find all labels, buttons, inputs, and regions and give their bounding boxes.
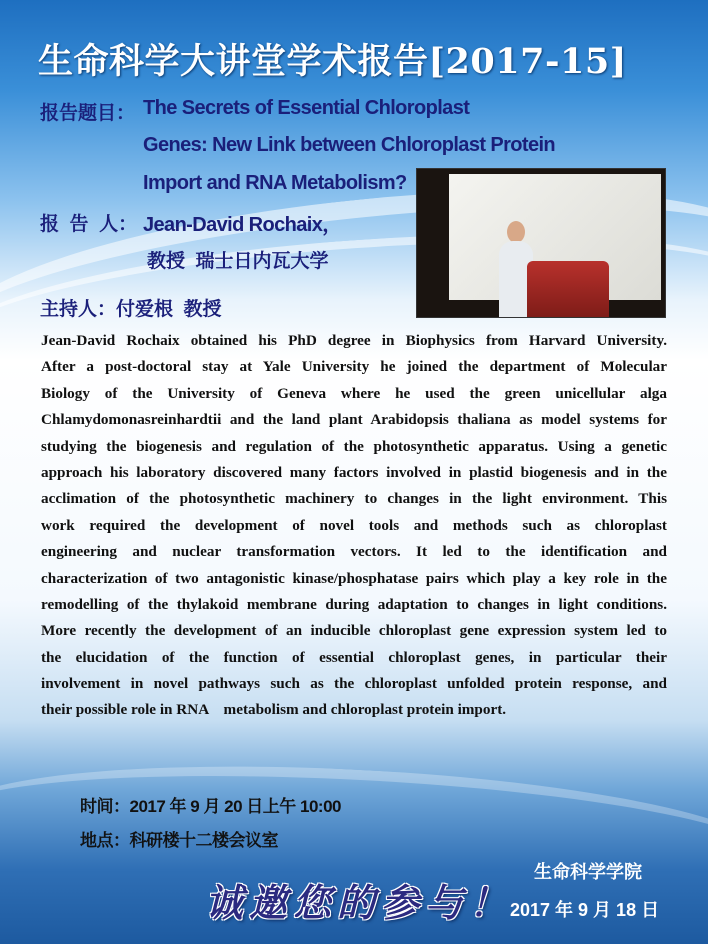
event-place: 地点：科研楼十二楼会议室 bbox=[80, 831, 278, 850]
bio-line: remodelling of the thylakoid membrane during adaptation to changes in light conditions. bbox=[41, 595, 667, 613]
speaker-label: 报 告 人： bbox=[40, 214, 138, 235]
bio-line: the elucidation of the function of essential chloroplast genes, in particular their bbox=[41, 648, 667, 666]
bio-line: approach his laboratory discovered many factors involved in plastid biogenesis and in the bbox=[41, 463, 667, 481]
bio-line: More recently the development of an inducible chloroplast gene expression system led to bbox=[41, 622, 667, 640]
bio-line: Biology of the University of Geneva where he used the green unicellular alga bbox=[41, 384, 667, 402]
bio-line: Chlamydomonasreinhardtii and the land plant Arabidopsis thaliana as model systems for bbox=[41, 411, 667, 429]
bio-line: engineering and nuclear transformation vectors. It led to the identification and bbox=[41, 543, 667, 561]
bio-line: involvement in novel pathways such as the chloroplast unfolded protein response, and bbox=[41, 675, 667, 693]
bio-line: characterization of two antagonistic kinase/phosphatase pairs which play a key role in the bbox=[41, 569, 667, 587]
bio-line: their possible role in RNA metabolism and chloroplast protein import. bbox=[41, 701, 507, 719]
speaker-head bbox=[507, 221, 525, 243]
bio-line: acclimation of the photosynthetic machinery to changes in the light environment. This bbox=[41, 490, 667, 508]
speaker-photo bbox=[416, 168, 666, 318]
bio-line: work required the development of novel tools and methods such as chloroplast bbox=[41, 516, 667, 534]
talk-title-line: Import and RNA Metabolism? bbox=[143, 172, 407, 194]
podium bbox=[527, 261, 609, 317]
bio-line: After a post-doctoral stay at Yale University he joined the department of Molecular bbox=[41, 358, 667, 376]
bio-line: Jean-David Rochaix obtained his PhD degree in Biophysics from Harvard University. bbox=[41, 332, 667, 349]
host: 主持人：付爱根 教授 bbox=[40, 299, 222, 320]
speaker-affiliation: 教授 瑞士日内瓦大学 bbox=[147, 251, 329, 272]
event-time: 时间：2017 年 9 月 20 日上午 10:00 bbox=[80, 797, 342, 816]
organizer: 生命科学学院 bbox=[534, 862, 642, 882]
poster-title: 生命科学大讲堂学术报告[2017-15] bbox=[38, 41, 627, 82]
invitation-slogan: 诚邀您的参与！ bbox=[205, 880, 514, 925]
bio-line: studying the biogenesis and regulation of the photosynthetic apparatus. Using a genetic bbox=[41, 437, 667, 455]
talk-title-line: Genes: New Link between Chloroplast Protein bbox=[143, 134, 556, 156]
speaker-name: Jean-David Rochaix， bbox=[143, 214, 342, 236]
talk-title-line: The Secrets of Essential Chloroplast bbox=[143, 97, 470, 119]
poster-date: 2017 年 9 月 18 日 bbox=[510, 900, 660, 920]
speaker-bio bbox=[41, 328, 667, 724]
talk-title-label: 报告题目： bbox=[40, 103, 136, 124]
